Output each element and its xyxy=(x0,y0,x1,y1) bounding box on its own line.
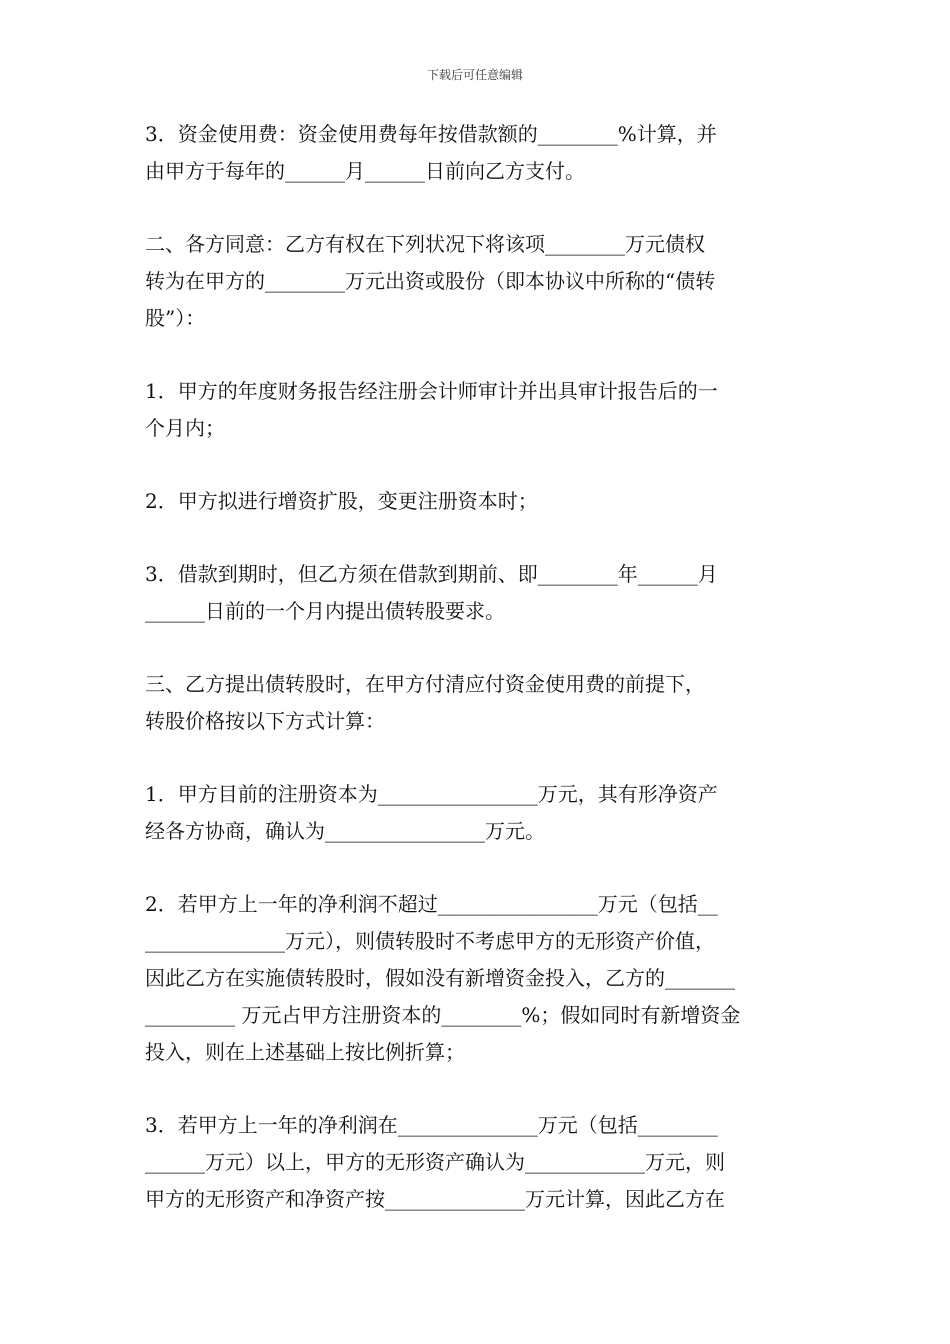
paragraph-condition-1 xyxy=(145,373,810,447)
text-line: 投入，则在上述基础上按比例折算； xyxy=(145,1040,465,1064)
text-line: 经各方协商，确认为________________万元。 xyxy=(145,819,545,843)
text-line: 个月内； xyxy=(145,416,225,440)
text-line: 2．若甲方上一年的净利润不超过________________万元（包括__ xyxy=(145,892,718,916)
text-line: 由甲方于每年的______月______日前向乙方支付。 xyxy=(145,159,585,183)
text-line: 股”）： xyxy=(145,306,206,330)
text-line: 3．借款到期时，但乙方须在借款到期前、即________年______月 xyxy=(145,562,718,586)
paragraph-fee-clause xyxy=(145,116,810,190)
paragraph-section-three xyxy=(145,666,810,740)
paragraph-calc-2 xyxy=(145,886,810,1071)
text-line: 转为在甲方的________万元出资或股份（即本协议中所称的“债转 xyxy=(145,269,716,293)
paragraph-condition-2 xyxy=(145,483,810,520)
text-line: 3．资金使用费：资金使用费每年按借款额的________%计算，并 xyxy=(145,122,717,146)
text-line: 因此乙方在实施债转股时，假如没有新增资金投入，乙方的_______ xyxy=(145,966,735,990)
document-body xyxy=(145,116,810,1254)
text-line: 三、乙方提出债转股时，在甲方付清应付资金使用费的前提下， xyxy=(145,672,705,696)
text-line: _________ 万元占甲方注册资本的________%；假如同时有新增资金 xyxy=(145,1003,741,1027)
text-line: 甲方的无形资产和净资产按______________万元计算，因此乙方在 xyxy=(145,1187,725,1211)
paragraph-condition-3 xyxy=(145,556,810,630)
text-line: 2．甲方拟进行增资扩股，变更注册资本时； xyxy=(145,489,538,513)
text-line: 二、各方同意：乙方有权在下列状况下将该项________万元债权 xyxy=(145,232,705,256)
text-line: 1．甲方目前的注册资本为________________万元，其有形净资产 xyxy=(145,782,718,806)
page-header: 下载后可任意编辑 xyxy=(426,68,523,82)
paragraph-calc-3 xyxy=(145,1107,810,1218)
text-line: 1．甲方的年度财务报告经注册会计师审计并出具审计报告后的一 xyxy=(145,379,718,403)
text-line: 转股价格按以下方式计算： xyxy=(145,709,385,733)
paragraph-section-two xyxy=(145,226,810,337)
paragraph-calc-1 xyxy=(145,776,810,850)
text-line: ______日前的一个月内提出债转股要求。 xyxy=(145,599,505,623)
text-line: 3．若甲方上一年的净利润在______________万元（包括________ xyxy=(145,1113,718,1137)
text-line: ______万元）以上，甲方的无形资产确认为____________万元，则 xyxy=(145,1150,725,1174)
text-line: ______________万元），则债转股时不考虑甲方的无形资产价值， xyxy=(145,929,715,953)
